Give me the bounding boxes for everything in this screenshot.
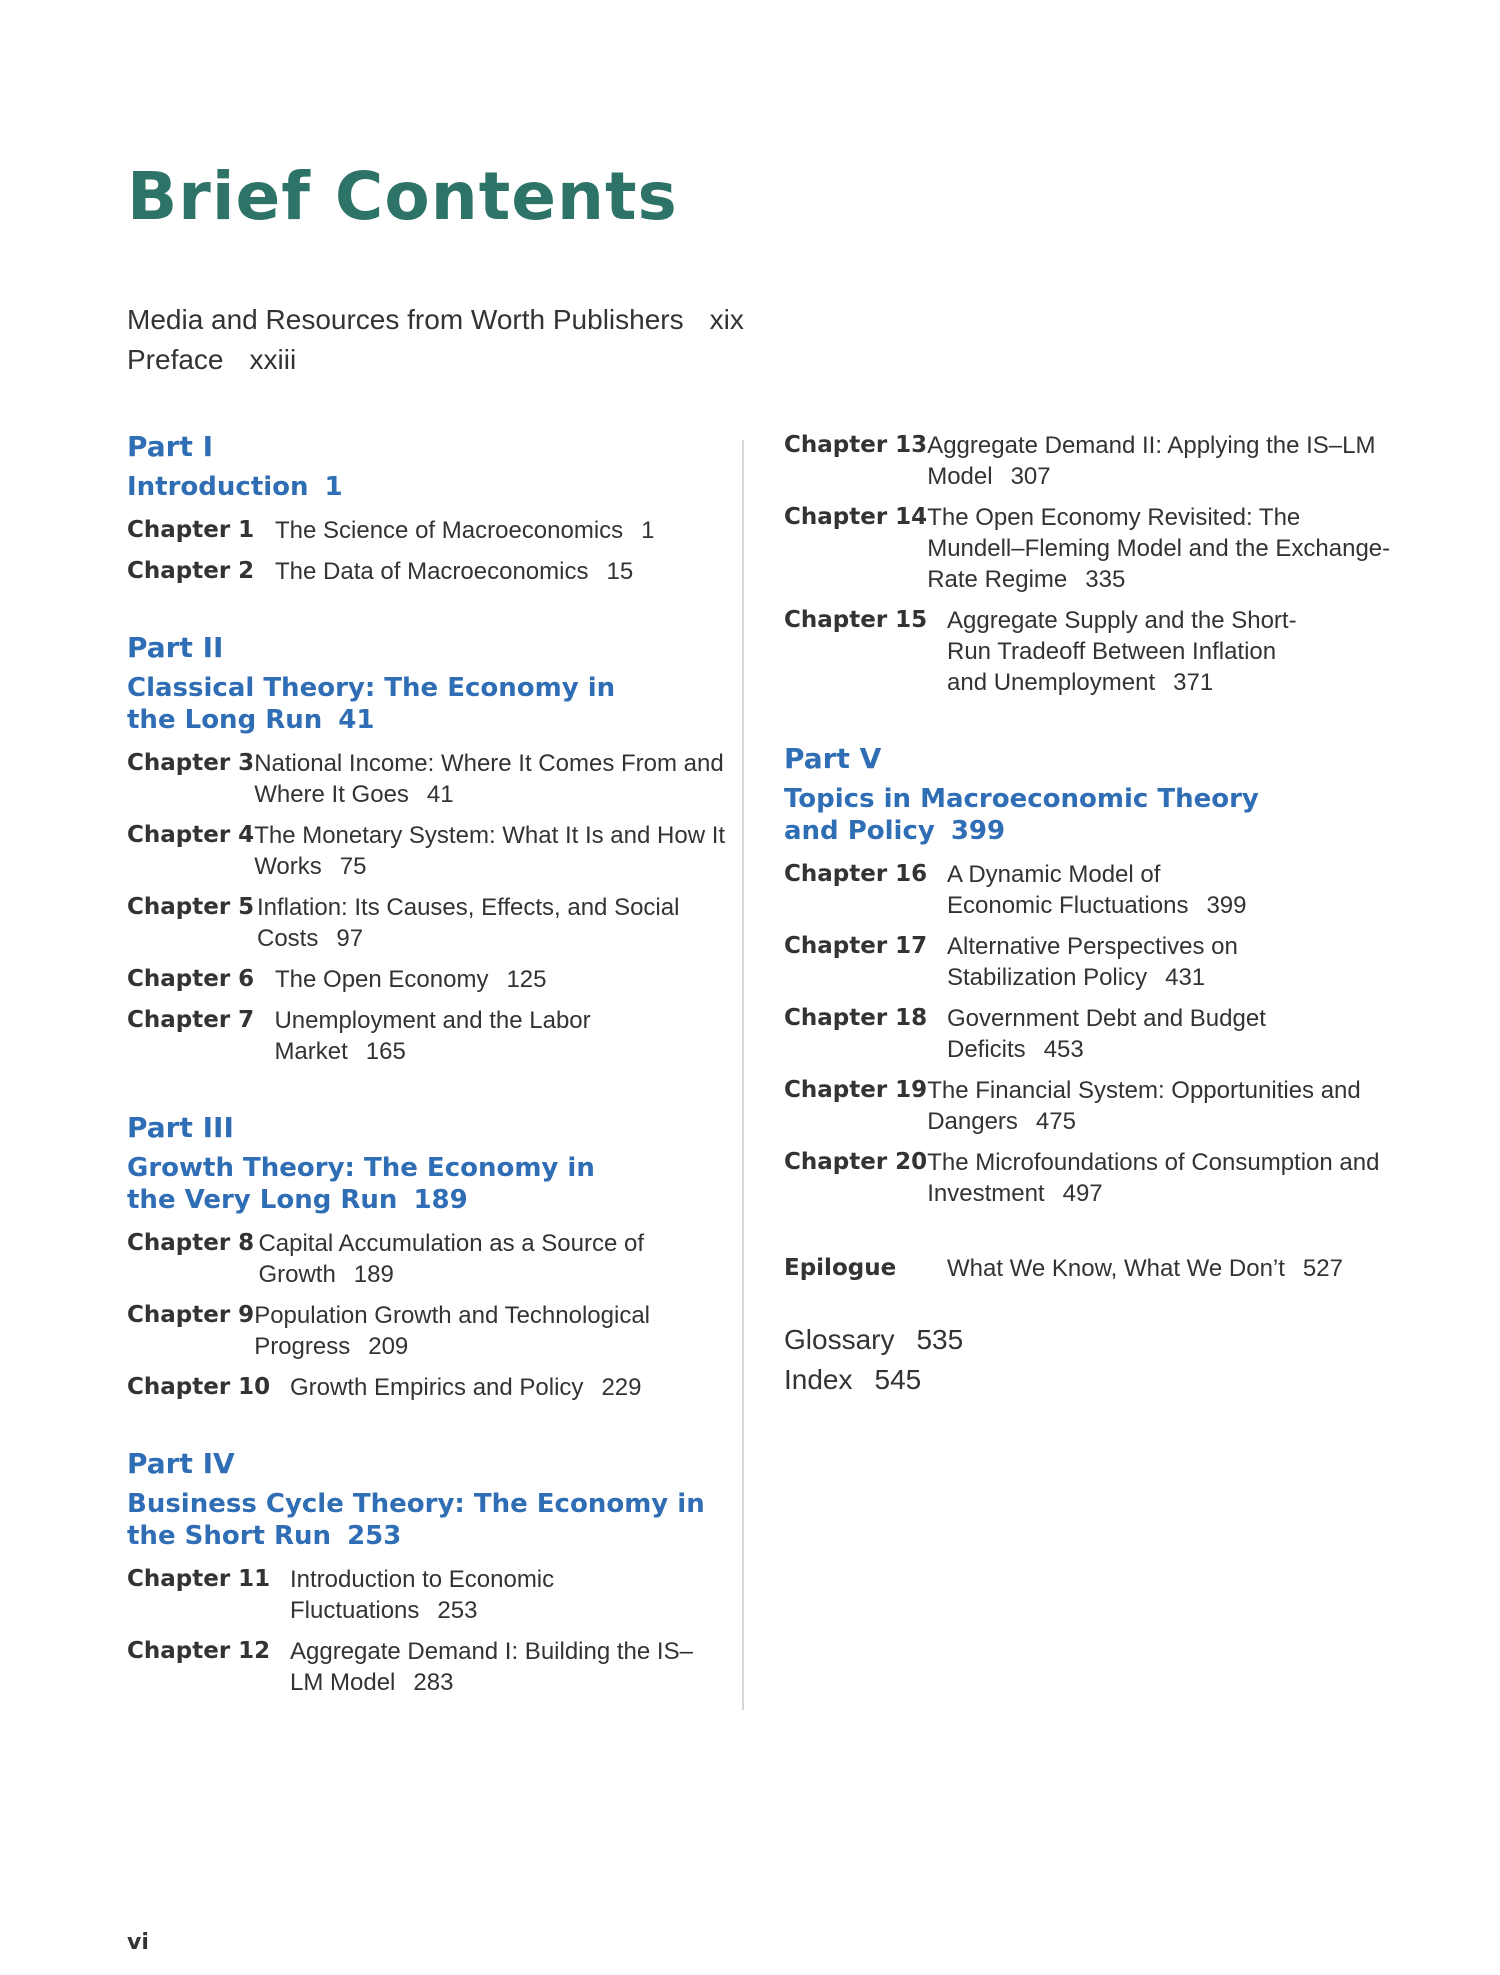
chapter-title: National Income: Where It Comes From and Where It Goes 41 — [254, 750, 724, 808]
part-title[interactable]: Growth Theory: The Economy in the Very Long Run 189 — [127, 1153, 595, 1215]
page-number: 497 — [1062, 1180, 1103, 1207]
chapter-title: Aggregate Demand II: Applying the IS–LM Model 307 — [927, 432, 1376, 490]
page-number: 453 — [1043, 1036, 1084, 1063]
chapter-entry[interactable] — [127, 1005, 727, 1067]
chapter-label: Chapter 13 — [784, 432, 928, 458]
chapter-entry[interactable] — [127, 1564, 727, 1626]
page-number: 209 — [368, 1333, 409, 1360]
page-number: 41 — [426, 781, 454, 808]
chapter-title: The Open Economy 125 — [275, 966, 547, 993]
entry-label: Media and Resources from Worth Publishers — [127, 304, 684, 335]
chapter-label: Chapter 2 — [127, 558, 255, 584]
page-number: xix — [709, 304, 744, 335]
part-label: Part III — [127, 1111, 234, 1144]
chapter-title: Government Debt and Budget Deficits 453 — [947, 1005, 1266, 1063]
chapter-title: Inflation: Its Causes, Effects, and Social Costs 97 — [256, 894, 680, 952]
part-section — [127, 1447, 727, 1698]
chapter-entry[interactable] — [127, 748, 727, 810]
epilogue-label: Epilogue — [784, 1255, 897, 1281]
page-number: xxiii — [249, 344, 297, 375]
part-title[interactable]: Classical Theory: The Economy in the Long Run 41 — [127, 673, 616, 735]
chapter-label: Chapter 20 — [784, 1149, 928, 1175]
chapter-label: Chapter 5 — [127, 894, 255, 920]
page-number: 1 — [641, 517, 655, 544]
page-number: 535 — [916, 1324, 964, 1355]
toc-right-column — [784, 430, 1404, 1400]
chapter-label: Chapter 9 — [127, 1302, 255, 1328]
chapter-entry[interactable] — [127, 556, 727, 587]
chapter-label: Chapter 3 — [127, 750, 255, 776]
page-number: 165 — [365, 1038, 406, 1065]
part-title[interactable]: Topics in Macroeconomic Theory and Policy 399 — [784, 784, 1259, 846]
entry-label: Glossary — [784, 1324, 895, 1355]
page-number: 75 — [339, 853, 367, 880]
part-section — [784, 742, 1404, 1209]
folio-page-number: vi — [127, 1930, 149, 1955]
chapter-entry[interactable] — [127, 964, 727, 995]
chapter-title: The Financial System: Opportunities and Dangers 475 — [927, 1077, 1361, 1135]
chapter-title: Unemployment and the Labor Market 165 — [274, 1007, 591, 1065]
page-number: 431 — [1165, 964, 1206, 991]
column-divider — [742, 440, 744, 1710]
chapter-title: Capital Accumulation as a Source of Growth 189 — [258, 1230, 644, 1288]
chapter-label: Chapter 14 — [784, 504, 928, 530]
chapter-label: Chapter 15 — [784, 607, 928, 633]
page-number: 399 — [1206, 892, 1247, 919]
chapter-title: A Dynamic Model of Economic Fluctuations 399 — [947, 861, 1247, 919]
chapter-entry[interactable] — [127, 1372, 727, 1403]
page-number: 229 — [601, 1374, 642, 1401]
chapter-title: Aggregate Demand I: Building the IS–LM Model 283 — [290, 1638, 693, 1696]
page-number: 41 — [338, 705, 375, 735]
part-section — [127, 631, 727, 1067]
chapter-label: Chapter 11 — [127, 1566, 271, 1592]
chapter-title: The Science of Macroeconomics 1 — [275, 517, 655, 544]
page-number: 335 — [1085, 566, 1126, 593]
chapter-entry[interactable] — [127, 1228, 727, 1290]
toc-entry[interactable] — [784, 1360, 1404, 1400]
part-section — [127, 1111, 727, 1403]
chapter-entry[interactable] — [784, 859, 1404, 921]
page-number: 253 — [347, 1521, 402, 1551]
chapter-entry[interactable] — [784, 605, 1404, 698]
toc-entry[interactable] — [127, 340, 744, 380]
chapter-label: Chapter 12 — [127, 1638, 271, 1664]
chapter-entry[interactable] — [784, 1147, 1404, 1209]
page-number: 283 — [413, 1669, 454, 1696]
chapter-label: Chapter 18 — [784, 1005, 928, 1031]
chapter-title: Aggregate Supply and the Short-Run Tradeoff Between Inflation and Unemployment 371 — [947, 607, 1297, 696]
chapter-entry[interactable] — [127, 1300, 727, 1362]
chapter-label: Chapter 19 — [784, 1077, 928, 1103]
part-section — [127, 430, 727, 587]
chapter-title: The Monetary System: What It Is and How It Works 75 — [254, 822, 726, 880]
page-number: 125 — [506, 966, 547, 993]
chapter-label: Chapter 1 — [127, 517, 255, 543]
chapter-entry[interactable] — [127, 820, 727, 882]
chapter-title: The Microfoundations of Consumption and Investment 497 — [927, 1149, 1380, 1207]
chapter-entry[interactable] — [127, 515, 727, 546]
back-matter — [784, 1320, 1404, 1400]
toc-entry[interactable] — [784, 1320, 1404, 1360]
toc-entry[interactable] — [127, 300, 744, 340]
page-number: 253 — [437, 1597, 478, 1624]
entry-label: Preface — [127, 344, 224, 375]
part-title[interactable]: Introduction 1 — [127, 472, 343, 502]
page-number: 527 — [1302, 1255, 1343, 1282]
entry-label: Index — [784, 1364, 853, 1395]
part-label: Part I — [127, 430, 214, 463]
chapter-title: The Data of Macroeconomics 15 — [275, 558, 634, 585]
chapter-entry[interactable] — [784, 1075, 1404, 1137]
chapter-entry[interactable] — [784, 931, 1404, 993]
front-matter — [127, 300, 744, 380]
page-number: 399 — [950, 816, 1006, 846]
page-number: 189 — [413, 1185, 468, 1215]
chapter-entry[interactable] — [784, 1003, 1404, 1065]
part-label: Part II — [127, 631, 224, 664]
chapter-title: Growth Empirics and Policy 229 — [290, 1374, 642, 1401]
toc-left-column — [127, 430, 727, 1742]
part-label: Part IV — [127, 1447, 235, 1480]
page-number: 97 — [336, 925, 364, 952]
chapter-label: Chapter 16 — [784, 861, 928, 887]
chapter-title: The Open Economy Revisited: The Mundell–Fleming Model and the Exchange-Rate Regime 335 — [927, 504, 1391, 593]
epilogue-entry[interactable] — [784, 1253, 1404, 1284]
part-label: Part V — [784, 742, 882, 775]
chapter-label: Chapter 17 — [784, 933, 928, 959]
chapter-entry[interactable] — [784, 502, 1404, 595]
part-continuation — [784, 430, 1404, 698]
page-number: 545 — [874, 1364, 922, 1395]
chapter-label: Chapter 10 — [127, 1374, 271, 1400]
chapter-label: Chapter 8 — [127, 1230, 255, 1256]
part-title[interactable]: Business Cycle Theory: The Economy in the Short Run 253 — [127, 1489, 705, 1551]
chapter-title: Introduction to Economic Fluctuations 253 — [290, 1566, 555, 1624]
page-number: 189 — [353, 1261, 394, 1288]
page-number: 371 — [1173, 669, 1214, 696]
page-number: 15 — [606, 558, 634, 585]
page-title: Brief Contents — [127, 158, 678, 235]
page-number: 475 — [1035, 1108, 1076, 1135]
chapter-entry[interactable] — [127, 892, 727, 954]
chapter-entry[interactable] — [784, 430, 1404, 492]
chapter-title: Population Growth and Technological Progress 209 — [254, 1302, 651, 1360]
chapter-entry[interactable] — [127, 1636, 727, 1698]
epilogue-title: What We Know, What We Don’t 527 — [947, 1255, 1343, 1282]
chapter-label: Chapter 4 — [127, 822, 255, 848]
page-number: 1 — [324, 472, 343, 502]
chapter-title: Alternative Perspectives on Stabilization Policy 431 — [947, 933, 1238, 991]
chapter-label: Chapter 6 — [127, 966, 255, 992]
page-number: 307 — [1010, 463, 1051, 490]
chapter-label: Chapter 7 — [127, 1007, 255, 1033]
